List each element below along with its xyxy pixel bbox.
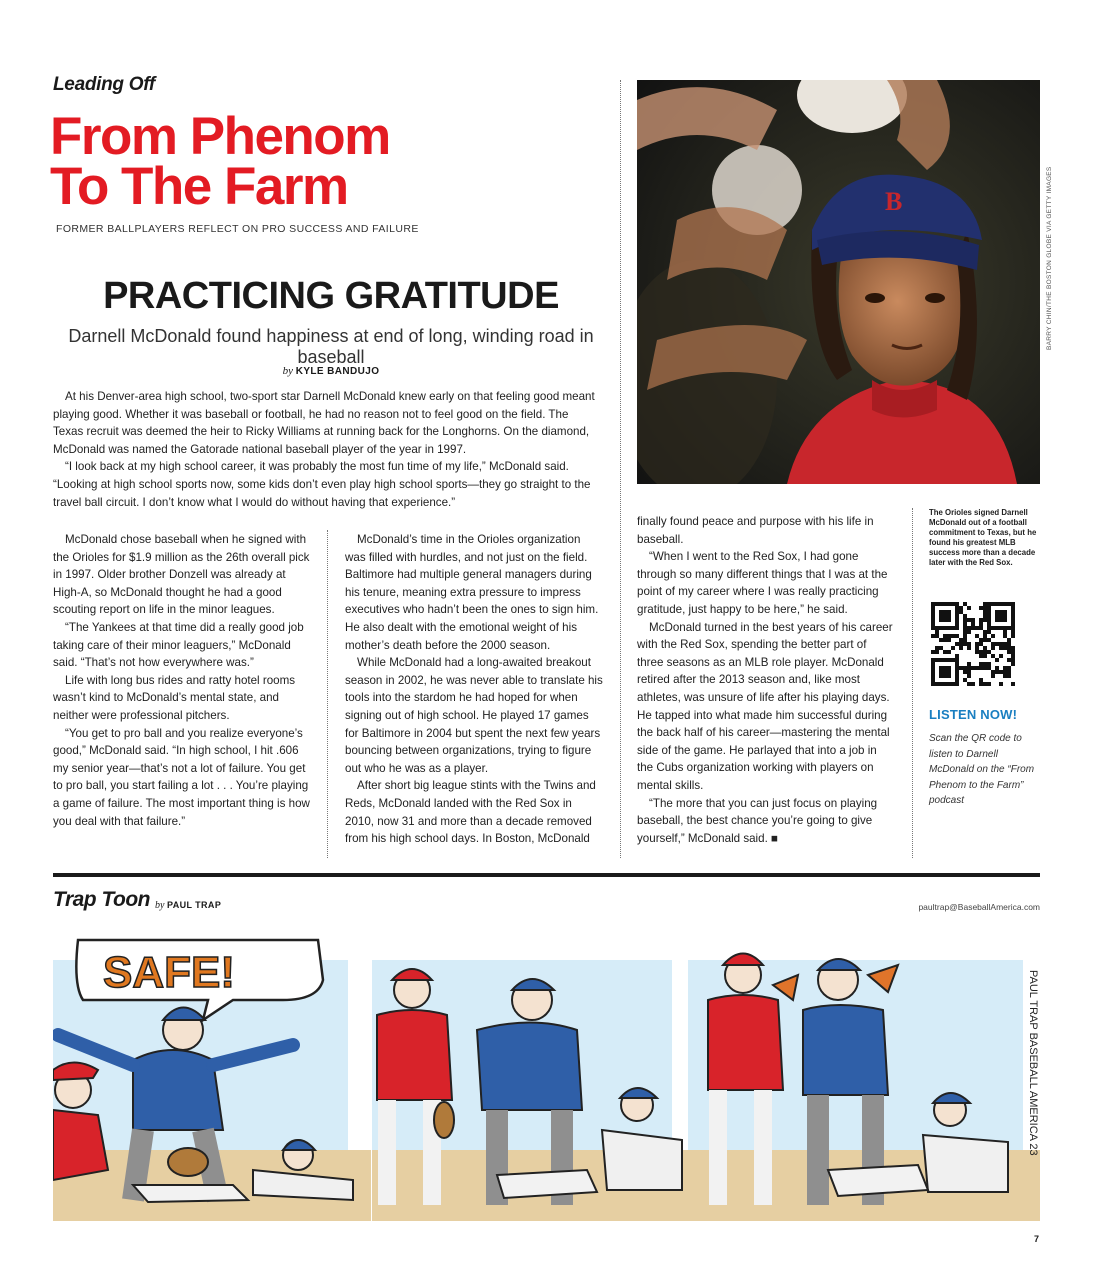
qr-module — [967, 682, 971, 686]
qr-module — [959, 642, 963, 646]
qr-module — [935, 650, 939, 654]
qr-module — [983, 618, 987, 622]
paragraph: Life with long bus rides and ratty hotel rooms wasn’t kind to McDonald’s mental state, and neither were professional pitchers. — [53, 673, 296, 722]
qr-module — [1011, 650, 1015, 654]
article-dek: Darnell McDonald found happiness at end of long, winding road in baseball — [68, 326, 594, 367]
qr-module — [967, 626, 971, 630]
qr-module — [935, 634, 939, 638]
section-headline — [50, 107, 470, 216]
qr-module — [995, 670, 999, 674]
qr-module — [963, 638, 967, 642]
qr-module — [983, 646, 987, 650]
qr-module — [983, 610, 987, 614]
qr-module — [963, 666, 967, 670]
qr-module — [963, 618, 967, 622]
qr-module — [1003, 630, 1007, 634]
qr-module — [979, 638, 983, 642]
qr-module — [979, 682, 983, 686]
qr-module — [935, 630, 939, 634]
qr-module — [999, 682, 1003, 686]
cartoon-signature: PAUL TRAP BASEBALL AMERICA 23 — [1027, 970, 1039, 1156]
qr-module — [967, 618, 971, 622]
qr-module — [951, 646, 955, 650]
section-rule — [53, 873, 1040, 877]
qr-module — [943, 650, 947, 654]
qr-module — [963, 622, 967, 626]
qr-module — [1007, 658, 1011, 662]
qr-module — [1003, 674, 1007, 678]
qr-module — [967, 662, 971, 666]
cartoon-email[interactable]: paultrap@BaseballAmerica.com — [918, 902, 1040, 912]
qr-module — [967, 670, 971, 674]
qr-module — [975, 634, 979, 638]
column-divider — [912, 508, 913, 858]
qr-module — [935, 646, 939, 650]
cartoon-panel-1 — [53, 930, 371, 1221]
paragraph: McDonald turned in the best years of his career with the Red Sox, spending the better part of three seasons as an MLB role player. McDonald retired after the 2013 season and, like most athletes, was unsure of life after his playing days. He tapped into what made him successful during the back half of his career—mastering the mental side of the game. He parlayed that into a job in the Cubs organization working with players on mental skills. — [637, 620, 893, 792]
qr-module — [983, 666, 987, 670]
qr-module — [983, 662, 987, 666]
qr-module — [963, 614, 967, 618]
qr-module — [1007, 638, 1011, 642]
qr-module — [963, 602, 967, 606]
paragraph: After short big league stints with the Twins and Reds, McDonald landed with the Red Sox in 2010, now 31 and more than a decade removed from his high school days. In Boston, McDonald — [345, 779, 596, 846]
podcast-description: Scan the QR code to listen to Darnell McDonald on the “From Phenom to the Farm” podcast — [929, 733, 1035, 807]
cap-logo: B — [885, 187, 903, 216]
qr-module — [963, 626, 967, 630]
qr-module — [999, 642, 1003, 646]
qr-module — [1011, 634, 1015, 638]
cartoon-panel-3 — [688, 930, 1040, 1221]
qr-module — [955, 642, 959, 646]
qr-module — [983, 654, 987, 658]
qr-module — [955, 654, 959, 658]
player-illustration — [637, 80, 1040, 484]
qr-module — [1007, 646, 1011, 650]
qr-module — [967, 674, 971, 678]
section-subkicker: FORMER BALLPLAYERS REFLECT ON PRO SUCCESS AND FAILURE — [56, 223, 419, 235]
qr-module — [975, 626, 979, 630]
qr-module — [1011, 682, 1015, 686]
qr-module — [1007, 674, 1011, 678]
qr-module — [1003, 634, 1007, 638]
qr-module — [1011, 662, 1015, 666]
qr-module — [951, 634, 955, 638]
paragraph: McDonald chose baseball when he signed with the Orioles for $1.9 million as the 26th overall pick in 1997. Older brother Donzell was already at High-A, so McDonald thought he had a good scouting report on life in the minor leagues. — [53, 533, 310, 617]
qr-module — [971, 622, 975, 626]
qr-module — [963, 670, 967, 674]
qr-module — [931, 650, 935, 654]
qr-module — [967, 646, 971, 650]
qr-module — [1007, 650, 1011, 654]
qr-module — [991, 646, 995, 650]
qr-module — [983, 634, 987, 638]
paragraph: “The more that you can just focus on playing baseball, the best chance you’re going to give yourself,” McDonald said. ■ — [637, 796, 878, 845]
qr-module — [983, 606, 987, 610]
qr-module — [983, 602, 987, 606]
qr-module — [975, 642, 979, 646]
qr-module — [979, 626, 983, 630]
qr-module — [983, 650, 987, 654]
qr-module — [991, 634, 995, 638]
qr-module — [979, 662, 983, 666]
qr-module — [987, 662, 991, 666]
qr-module — [947, 634, 951, 638]
qr-module — [979, 650, 983, 654]
qr-module — [943, 634, 947, 638]
qr-module — [991, 670, 995, 674]
qr-module — [939, 610, 951, 622]
qr-module — [1003, 646, 1007, 650]
qr-module — [999, 670, 1003, 674]
qr-module — [959, 646, 963, 650]
article-column-1 — [53, 531, 311, 830]
qr-module — [1003, 642, 1007, 646]
qr-module — [995, 658, 999, 662]
qr-module — [979, 678, 983, 682]
article-byline — [53, 365, 609, 377]
qr-module — [983, 614, 987, 618]
qr-module — [1011, 654, 1015, 658]
qr-module — [1003, 670, 1007, 674]
qr-module — [975, 650, 979, 654]
qr-module — [939, 638, 943, 642]
qr-module — [991, 642, 995, 646]
qr-code[interactable] — [931, 602, 1015, 686]
qr-module — [971, 626, 975, 630]
byline-prefix: by — [282, 365, 293, 377]
qr-module — [967, 606, 971, 610]
qr-module — [963, 630, 967, 634]
headline-line-1: From Phenom — [50, 107, 390, 166]
article-column-2 — [345, 531, 603, 848]
qr-module — [979, 642, 983, 646]
qr-module — [959, 606, 963, 610]
paragraph: finally found peace and purpose with his life in baseball. — [637, 515, 874, 546]
listen-now-label[interactable]: LISTEN NOW! — [929, 707, 1018, 722]
page-number: 7 — [1034, 1234, 1040, 1244]
qr-module — [979, 666, 983, 670]
pizza-box — [133, 1185, 248, 1202]
qr-module — [963, 634, 967, 638]
article-intro — [53, 388, 601, 511]
qr-module — [979, 622, 983, 626]
paragraph: McDonald’s time in the Orioles organization was filled with hurdles, and not just on the field. Baltimore had multiple general managers during his tenure, meaning extra pressure to impress executives who hadn’t been the ones to sign him. He also dealt with the emotional weight of his mother’s death before the 2000 season. — [345, 533, 599, 652]
qr-module — [1011, 646, 1015, 650]
photo-caption: The Orioles signed Darnell McDonald out of a football commitment to Texas, but he found his greatest MLB success more than a decade later with the Red Sox. — [929, 508, 1037, 567]
qr-module — [967, 666, 971, 670]
qr-module — [975, 666, 979, 670]
qr-module — [931, 634, 935, 638]
column-divider — [620, 80, 621, 858]
qr-module — [959, 666, 963, 670]
article-title: PRACTICING GRATITUDE — [103, 275, 559, 317]
qr-module — [971, 618, 975, 622]
player-photo — [637, 80, 1040, 484]
qr-module — [987, 638, 991, 642]
qr-module — [1007, 642, 1011, 646]
qr-module — [939, 646, 943, 650]
speech-text: SAFE! — [103, 948, 235, 997]
qr-module — [979, 606, 983, 610]
qr-module — [983, 638, 987, 642]
cartoon-byline — [155, 900, 221, 911]
qr-module — [987, 650, 991, 654]
article-column-3 — [637, 513, 895, 847]
qr-module — [979, 654, 983, 658]
qr-module — [987, 630, 991, 634]
qr-module — [1003, 666, 1007, 670]
qr-module — [999, 654, 1003, 658]
qr-module — [971, 682, 975, 686]
intro-paragraph: At his Denver-area high school, two-sport star Darnell McDonald knew early on that feeling good meant playing good. Whether it was baseball or football, he had no reason not to feel good on the field. The Texas recruit was deemed the heir to Ricky Williams at running back for the Longhorns. On the diamond, McDonald was named the Gatorade national baseball player of the year in 1997. — [53, 390, 595, 456]
cartoon-panel-2 — [372, 930, 690, 1221]
qr-module — [987, 666, 991, 670]
qr-module — [971, 666, 975, 670]
qr-module — [995, 666, 999, 670]
qr-module — [987, 682, 991, 686]
paragraph: “You get to pro ball and you realize everyone’s good,” McDonald said. “In high school, I hit .606 my senior year—that’s not a lot of failure. You get to pro ball, you start failing a lot . . . You’re playing a game of failure. The most important thing is how you deal with that failure.” — [53, 726, 310, 828]
qr-module — [983, 682, 987, 686]
qr-module — [979, 618, 983, 622]
qr-module — [1007, 666, 1011, 670]
qr-module — [991, 654, 995, 658]
paragraph: “When I went to the Red Sox, I had gone through so many different things that I was at the point of my career where I was really practicing gratitude, just happy to be here,” he said. — [637, 550, 888, 616]
qr-code-graphic — [931, 602, 1015, 686]
qr-module — [967, 642, 971, 646]
qr-module — [995, 642, 999, 646]
qr-module — [995, 610, 1007, 622]
qr-module — [959, 610, 963, 614]
qr-module — [999, 646, 1003, 650]
qr-module — [963, 678, 967, 682]
section-kicker: Leading Off — [53, 74, 155, 95]
cartoon-artist: PAUL TRAP — [166, 900, 222, 910]
paragraph: “The Yankees at that time did a really good job taking care of their minor leaguers,” McDonald said. “That’s not how everywhere was.” — [53, 620, 304, 670]
qr-module — [975, 646, 979, 650]
qr-module — [1007, 670, 1011, 674]
qr-module — [1011, 658, 1015, 662]
qr-module — [943, 638, 947, 642]
qr-module — [947, 650, 951, 654]
qr-module — [983, 630, 987, 634]
cartoon-title: Trap Toon — [53, 888, 150, 911]
headline-line-2: To The Farm — [50, 157, 348, 216]
paragraph: While McDonald had a long-awaited breakout season in 2002, he was never able to translate his tools into the stardom he had hoped for when signing out of high school. He played 17 games for Baltimore in 2004 but spent the next few years bouncing between organizations, trying to figure out who he was as a player. — [345, 656, 603, 775]
qr-module — [1011, 630, 1015, 634]
qr-module — [939, 666, 951, 678]
qr-module — [959, 638, 963, 642]
byline-name: KYLE BANDUJO — [295, 366, 380, 377]
qr-module — [947, 638, 951, 642]
column-divider — [327, 530, 328, 858]
pizza-box — [497, 1170, 597, 1198]
cartoon-byline-prefix: by — [155, 900, 165, 911]
qr-module — [963, 642, 967, 646]
intro-paragraph: “I look back at my high school career, it was probably the most fun time of my life,” McDonald said. “Looking at high school sports now, some kids don’t even play high school sports—they go straight to the travel ball circuit. I don’t know what I would do without having that experience.” — [53, 460, 591, 509]
photo-credit: BARRY CHIN/THE BOSTON GLOBE VIA GETTY IMAGES — [1046, 166, 1053, 350]
qr-module — [967, 630, 971, 634]
qr-module — [991, 674, 995, 678]
qr-module — [955, 634, 959, 638]
pizza-box — [828, 1165, 928, 1196]
